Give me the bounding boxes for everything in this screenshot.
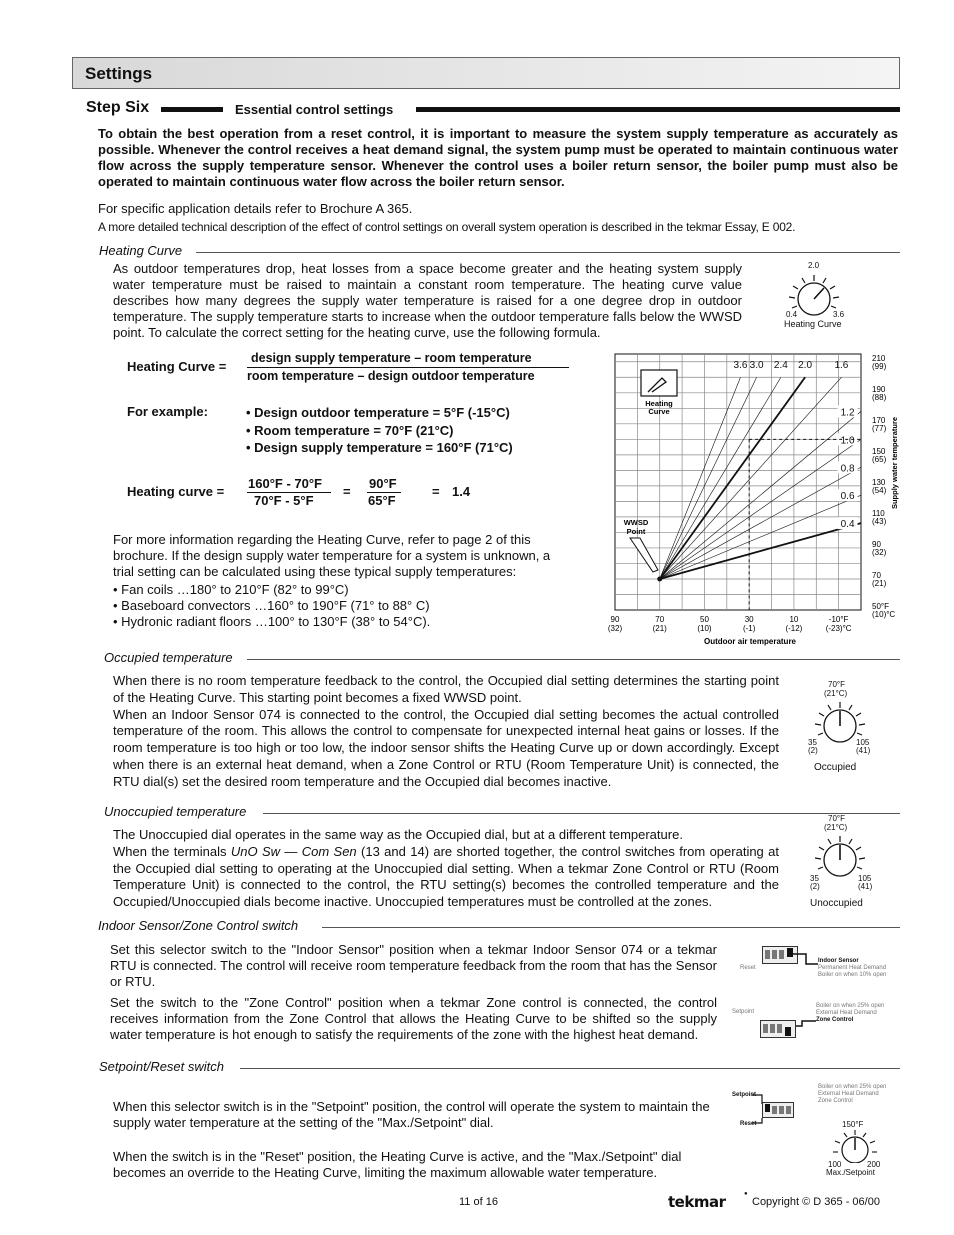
y-tick-label: (10)°C xyxy=(872,610,896,619)
occupied-body: When there is no room temperature feedback to the control, the Occupied dial setting determines the starting point of the Heating Curve. This starting point becomes a fixed WWSD point. When an Indoor Sensor 074 is connected to the control, the Occupied dial setting becomes the actual controlled temperature of the room. This allows the control to compensate for unexpected internal heat gains or losses. If the room temperature is too high or too low, the indoor sensor shifts the Heating Curve up or down accordingly. Except when there is an external heat demand, when a Zone Control or RTU (Room Temperature Unit) is connected, the RTU dial(s) set the desired room temperature and the Occupied dial becomes inactive. xyxy=(113,673,779,789)
heating-curve-dial xyxy=(778,260,858,332)
calc-eq: = xyxy=(343,484,351,499)
y-tick-label: 130 xyxy=(872,477,886,487)
example-item: • Design supply temperature = 160°F (71°C) xyxy=(246,440,513,455)
dip-switch-icon xyxy=(760,1020,796,1038)
dial-left-value-c: (2) xyxy=(810,882,820,891)
y-tick-label: (77) xyxy=(872,423,887,433)
x-tick-label: 30 xyxy=(744,615,754,624)
example-list xyxy=(246,404,513,457)
curve-label: 2.4 xyxy=(773,359,788,371)
switch-option: Boiler on when 25% open xyxy=(818,1084,887,1090)
dial-left-value-c: (2) xyxy=(808,746,818,755)
ref-line-1: For specific application details refer to Brochure A 365. xyxy=(98,201,413,216)
curve-label: 0.4 xyxy=(840,519,855,531)
curve-label: 2.0 xyxy=(798,359,813,371)
y-tick-label: 150 xyxy=(872,446,886,456)
y-tick-label: (88) xyxy=(872,392,887,402)
heating-curve-chart xyxy=(600,348,900,650)
y-tick-label: 170 xyxy=(872,415,886,425)
example-item: • Design outdoor temperature = 5°F (-15°C) xyxy=(246,405,510,420)
curve-label: 3.0 xyxy=(749,359,764,371)
dial-label: Heating Curve xyxy=(784,319,842,329)
dial-top-value-c: (21°C) xyxy=(824,689,848,698)
step-rule-right xyxy=(416,107,900,112)
setpoint-p2: When the switch is in the "Reset" position, the Heating Curve is active, and the "Max./Setpoint" dial becomes an override to the Heating Curve, limiting the maximum allowable water temperature. xyxy=(113,1149,682,1180)
section-rule xyxy=(322,927,900,928)
curve-label: 0.8 xyxy=(840,463,855,475)
dial-top-value-c: (21°C) xyxy=(824,823,848,832)
copyright: Copyright © D 365 - 06/00 xyxy=(752,1196,880,1208)
dial-left-value: 100 xyxy=(828,1160,842,1169)
curve-label: 1.2 xyxy=(840,407,855,419)
y-tick-label: 70 xyxy=(872,570,881,580)
section-occupied: Occupied temperature xyxy=(104,650,233,665)
x-tick-label: 10 xyxy=(789,615,799,624)
typical-item: • Fan coils …180° to 210°F (82° to 99°C) xyxy=(113,582,349,597)
formula-denominator: room temperature – design outdoor temperature xyxy=(247,369,535,383)
y-tick-label: (99) xyxy=(872,361,887,371)
heating-curve-body: As outdoor temperatures drop, heat losses from a space become greater and the heating system supply water temperature must be raised to maintain a constant room temperature. The heating curve value describes how many degrees the supply water temperature is raised for a one degree drop in outdoor temperature. The supply temperature starts to increase when the outdoor temperature falls below the WWSD point. To calculate the correct setting for the heating curve, use the following formula. xyxy=(113,261,742,340)
curve-label: 1.0 xyxy=(840,435,855,447)
ref-line-2: A more detailed technical description of the effect of control settings on overall system operation is described in the tekmar Essay, E 002. xyxy=(98,220,796,234)
curve-label: 1.6 xyxy=(834,359,849,371)
calc-eq-2: = xyxy=(432,484,440,499)
typical-temps xyxy=(113,582,583,630)
heating-curve-icon xyxy=(641,370,677,396)
step-rule-left xyxy=(161,107,223,112)
wwsd-annotation: Point xyxy=(626,527,646,536)
dial-top-value: 150°F xyxy=(842,1120,864,1129)
wwsd-annotation: WWSD xyxy=(623,518,649,527)
dial-right-value-c: (41) xyxy=(858,882,873,891)
example-item: • Room temperature = 70°F (21°C) xyxy=(246,422,454,438)
y-tick-label: 210 xyxy=(872,353,886,363)
y-tick-label: 110 xyxy=(872,508,885,518)
section-indoor-sensor: Indoor Sensor/Zone Control switch xyxy=(98,918,299,933)
logo-mark-icon: ● xyxy=(744,1191,748,1197)
y-tick-label: 190 xyxy=(872,384,886,394)
y-tick-label: (65) xyxy=(872,454,887,464)
calc-numerator-2: 90°F xyxy=(369,476,397,491)
switch-option: External Heat Demand xyxy=(818,1091,879,1097)
step-subtitle: Essential control settings xyxy=(235,102,394,117)
indoor-p1: Set this selector switch to the "Indoor Sensor" position when a tekmar Indoor Sensor 074 or a tekmar RTU is connected. The control will receive room temperature feedback from the room that has the Sensor or RTU. xyxy=(110,942,717,989)
indoor-p2: Set the switch to the "Zone Control" position when a tekmar Zone control is connected, the control receives information from the Zone Control that allows the Heating Curve to be shifted so the supply water temperature is hot enough to satisfy the requirements of the zone with the highest heat demand. xyxy=(110,995,717,1042)
switch-bottom-label: Reset xyxy=(740,1121,757,1127)
formula-rule xyxy=(247,367,569,368)
x-tick-label: 70 xyxy=(655,615,665,624)
y-tick-label: (54) xyxy=(872,485,887,495)
dip-switch-icon xyxy=(762,1102,794,1118)
x-tick-label: (10) xyxy=(697,624,712,633)
indoor-switch-diagram-1 xyxy=(738,942,898,982)
switch-option-active: Indoor Sensor xyxy=(818,958,859,964)
dial-right-value-c: (41) xyxy=(856,746,871,755)
switch-top-label: Setpoint xyxy=(732,1092,756,1098)
calc-label: Heating curve = xyxy=(127,484,225,499)
switch-option: Boiler on when 10% open xyxy=(818,972,887,978)
page-title: Settings xyxy=(85,64,153,83)
unoccupied-dial xyxy=(800,814,890,914)
heating-curve-annotation: Heating xyxy=(645,399,673,408)
page-number: 11 of 16 xyxy=(459,1196,498,1208)
section-rule xyxy=(247,659,900,660)
dial-label: Max./Setpoint xyxy=(826,1168,875,1177)
indoor-switch-diagram-2 xyxy=(730,1002,900,1042)
x-tick-label: 50 xyxy=(700,615,709,624)
unoccupied-line-2: When the terminals UnO Sw — Com Sen (13 and 14) are shorted together, the control switches from operating at the Occupied dial setting to operating at the Unoccupied dial setting. When a tekmar Zone Control or RTU (Room Temperature Unit) is connected to the control, the RTU setting(s) becomes the controlled temperature and the Occupied/Unoccupied dials become inactive. Unoccupied temperatures must be controlled at the zones. xyxy=(113,843,779,910)
heating-curve-more: For more information regarding the Heating Curve, refer to page 2 of this brochure. If the design supply water temperature for a system is unknown, a trial setting can be calculated using these typical supply temperatures: xyxy=(113,532,551,579)
switch-option: Zone Control xyxy=(818,1098,853,1104)
section-heating-curve: Heating Curve xyxy=(99,243,183,258)
dial-left-value: 0.4 xyxy=(786,310,798,319)
y-axis-label: Supply water temperature xyxy=(890,416,899,510)
terminal-names: UnO Sw — Com Sen xyxy=(230,843,357,859)
max-setpoint-dial xyxy=(822,1120,892,1182)
dial-top-value: 2.0 xyxy=(808,261,820,270)
calc-result: 1.4 xyxy=(452,484,471,499)
wwsd-point xyxy=(657,576,662,581)
dial-top-value: 70°F xyxy=(828,680,845,689)
dial-left-value: 35 xyxy=(810,874,819,883)
curve-label: 0.6 xyxy=(840,491,855,503)
x-tick-label: (-12) xyxy=(785,624,803,633)
calc-numerator-1: 160°F - 70°F xyxy=(248,476,322,491)
switch-option-active: Zone Control xyxy=(816,1017,854,1023)
x-tick-label: -10°F xyxy=(828,615,849,624)
calc-denominator-1: 70°F - 5°F xyxy=(254,493,314,508)
switch-left-label: Reset xyxy=(740,965,756,971)
dial-knob-icon xyxy=(812,834,868,878)
dial-right-value: 105 xyxy=(856,738,870,747)
unoccupied-line-1: The Unoccupied dial operates in the same way as the Occupied dial, but at a different temperature. xyxy=(113,827,683,842)
section-rule xyxy=(196,252,900,253)
y-tick-label: 90 xyxy=(872,539,881,549)
switch-option: Boiler on when 25% open xyxy=(816,1003,885,1009)
settings-header xyxy=(72,57,900,89)
switch-option: Permanent Heat Demand xyxy=(818,965,887,971)
x-tick-label: (21) xyxy=(652,624,667,633)
dial-left-value: 35 xyxy=(808,738,817,747)
x-tick-label: (-1) xyxy=(742,624,756,633)
example-label: For example: xyxy=(127,404,208,419)
x-tick-label: 90 xyxy=(610,615,620,624)
section-setpoint-reset: Setpoint/Reset switch xyxy=(99,1059,225,1074)
formula-label: Heating Curve = xyxy=(127,359,227,374)
occupied-dial xyxy=(800,680,890,780)
section-unoccupied: Unoccupied temperature xyxy=(104,804,247,819)
x-axis-label: Outdoor air temperature xyxy=(703,637,797,646)
switch-leader-lines xyxy=(790,952,820,982)
dial-knob-icon xyxy=(830,1129,880,1163)
setpoint-p1: When this selector switch is in the "Setpoint" position, the control will operate the system to maintain the supply water temperature at the setting of the "Max./Setpoint" dial. xyxy=(113,1099,710,1130)
step-title: Step Six xyxy=(86,99,150,116)
dial-right-value: 105 xyxy=(858,874,872,883)
curve-label: 3.6 xyxy=(733,359,748,371)
section-rule xyxy=(240,1068,900,1069)
typical-item: • Baseboard convectors …160° to 190°F (71° to 88° C) xyxy=(113,598,430,613)
dial-top-value: 70°F xyxy=(828,814,845,823)
dial-label: Occupied xyxy=(814,762,857,773)
switch-left-label: Setpoint xyxy=(732,1009,755,1015)
intro-paragraph: To obtain the best operation from a reset control, it is important to measure the system supply temperature as accurately as possible. Whenever the control receives a heat demand signal, the system pump must be operated to maintain continuous water flow across the supply temperature sensor. Whenever the control uses a boiler return sensor, the boiler pump must also be operated to maintain continuous water flow across the boiler return sensor. xyxy=(98,126,898,189)
y-tick-label: (21) xyxy=(872,578,887,588)
x-tick-label: (-23)°C xyxy=(825,624,852,633)
y-tick-label: (43) xyxy=(872,516,887,526)
y-tick-label: 50°F xyxy=(872,602,889,611)
dial-right-value: 3.6 xyxy=(833,310,845,319)
unoccupied-body xyxy=(113,827,779,911)
heating-curve-annotation: Curve xyxy=(648,407,670,416)
dial-label: Unoccupied xyxy=(810,898,863,909)
dial-right-value: 200 xyxy=(867,1160,881,1169)
y-tick-label: (32) xyxy=(872,547,887,557)
typical-item: • Hydronic radiant floors …100° to 130°F (38° to 54°C). xyxy=(113,614,431,629)
tekmar-logo: tekmar xyxy=(668,1193,726,1211)
calc-denominator-2: 65°F xyxy=(368,493,396,508)
switch-option: External Heat Demand xyxy=(816,1010,877,1016)
formula-numerator: design supply temperature – room temperature xyxy=(251,351,532,365)
x-tick-label: (32) xyxy=(607,624,623,633)
